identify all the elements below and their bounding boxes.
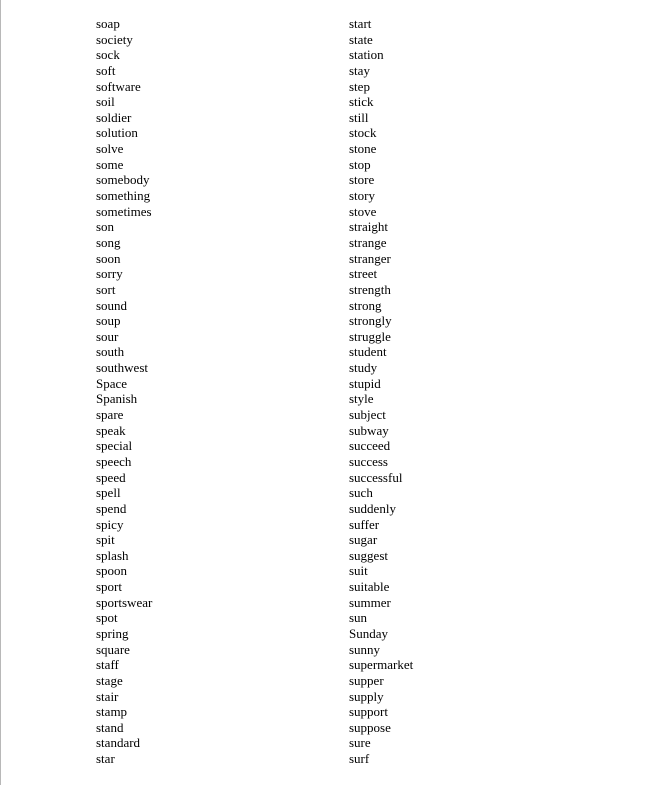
word-item: society [96, 31, 133, 47]
word-item: strongly [349, 313, 392, 329]
word-item: special [96, 438, 133, 454]
word-item: spend [96, 500, 127, 516]
word-item: summer [349, 594, 391, 610]
word-item: sun [349, 610, 368, 626]
word-item: support [349, 704, 388, 720]
word-item: start [349, 16, 372, 31]
word-item: successful [349, 469, 403, 485]
word-item: spit [96, 532, 115, 548]
word-item: spot [96, 610, 118, 626]
word-item: square [96, 641, 130, 657]
word-item: stamp [96, 704, 128, 720]
word-item: store [349, 172, 375, 188]
word-item: stick [349, 94, 374, 110]
word-item: stock [349, 125, 377, 141]
word-item: sugar [349, 532, 378, 548]
word-item: speed [96, 469, 126, 485]
word-item: street [349, 266, 378, 282]
word-item: sport [96, 579, 122, 595]
word-item: step [349, 78, 370, 94]
word-item: surf [349, 751, 370, 767]
word-item: soon [96, 250, 121, 266]
word-list-right [349, 16, 413, 767]
word-item: stupid [349, 375, 381, 391]
word-item: speak [96, 422, 126, 438]
word-item: sunny [349, 641, 381, 657]
word-item: spell [96, 485, 121, 501]
word-item: station [349, 47, 384, 63]
word-list-left [96, 16, 152, 767]
word-item: sportswear [96, 594, 153, 610]
word-item: south [96, 344, 125, 360]
word-item: standard [96, 735, 141, 751]
word-item: such [349, 485, 373, 501]
word-item: strange [349, 234, 387, 250]
word-item: sound [96, 297, 128, 313]
word-item: stair [96, 688, 119, 704]
word-item: southwest [96, 360, 148, 376]
word-item: stand [96, 719, 124, 735]
word-item: suit [349, 563, 368, 579]
word-item: soft [96, 62, 116, 78]
word-item: staff [96, 657, 119, 673]
word-item: strong [349, 297, 382, 313]
word-item: study [349, 360, 378, 376]
word-item: style [349, 391, 374, 407]
word-item: something [96, 188, 151, 204]
word-item: subject [349, 407, 386, 423]
word-item: still [349, 109, 369, 125]
word-item: supermarket [349, 657, 414, 673]
word-item: splash [96, 547, 129, 563]
word-item: supper [349, 672, 384, 688]
word-item: sorry [96, 266, 123, 282]
word-item: Space [96, 375, 128, 391]
word-item: strength [349, 281, 391, 297]
word-item: sure [349, 735, 371, 751]
word-item: spoon [96, 563, 128, 579]
word-item: suffer [349, 516, 380, 532]
word-item: succeed [349, 438, 391, 454]
word-item: software [96, 78, 141, 94]
word-item: soldier [96, 109, 132, 125]
word-item: suitable [349, 579, 390, 595]
word-item: sometimes [96, 203, 152, 219]
word-item: stage [96, 672, 123, 688]
word-item: success [349, 453, 388, 469]
word-item: story [349, 188, 375, 204]
word-item: somebody [96, 172, 150, 188]
word-item: sour [96, 328, 119, 344]
word-item: sort [96, 281, 116, 297]
word-item: solve [96, 141, 124, 157]
word-item: stone [349, 141, 377, 157]
word-item: supply [349, 688, 384, 704]
word-item: some [96, 156, 124, 172]
word-item: subway [349, 422, 389, 438]
word-item: Spanish [96, 391, 138, 407]
word-item: speech [96, 453, 132, 469]
word-item: song [96, 234, 121, 250]
word-item: suggest [349, 547, 388, 563]
word-item: stay [349, 62, 370, 78]
word-item: soup [96, 313, 121, 329]
word-item: star [96, 751, 115, 767]
word-item: stranger [349, 250, 391, 266]
word-item: struggle [349, 328, 391, 344]
word-item: stop [349, 156, 371, 172]
word-item: spare [96, 407, 124, 423]
word-item: suppose [349, 719, 391, 735]
word-item: state [349, 31, 373, 47]
word-item: soap [96, 16, 120, 31]
word-item: solution [96, 125, 138, 141]
word-item: straight [349, 219, 388, 235]
word-item: spring [96, 625, 129, 641]
page-edge [0, 0, 1, 785]
word-item: sock [96, 47, 120, 63]
word-item: stove [349, 203, 377, 219]
word-item: Sunday [349, 625, 388, 641]
word-item: spicy [96, 516, 124, 532]
word-item: suddenly [349, 500, 396, 516]
word-item: soil [96, 94, 115, 110]
word-item: son [96, 219, 115, 235]
word-item: student [349, 344, 387, 360]
